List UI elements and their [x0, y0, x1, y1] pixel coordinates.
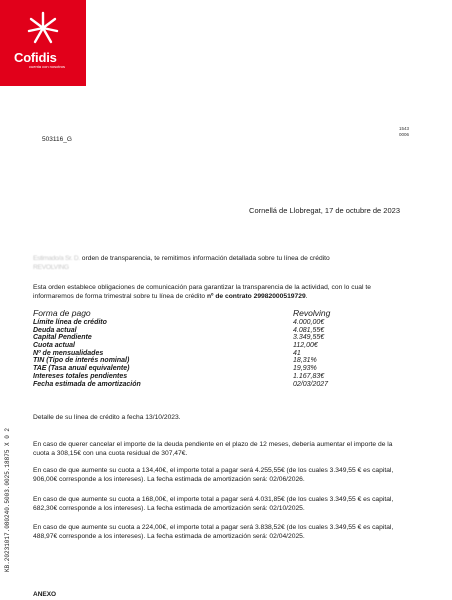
row-label: TAE (Tasa anual equivalente)	[33, 365, 130, 373]
row-value: 19,93%	[293, 365, 317, 373]
table-row	[33, 350, 393, 358]
redacted-product: REVOLVING	[33, 264, 69, 271]
table-header	[33, 308, 393, 319]
table-row	[33, 381, 393, 389]
table-row	[33, 327, 393, 335]
scenario-paragraph: En caso de que aumente su cuota a 168,00€, el importe total a pagar será 4.031,85€ (de los cuales 3.349,55 € es capital, 682,30€ corresponde a los intereses). La fecha estimada de amortización será: 02/10/2025.	[33, 496, 394, 512]
header-value: Revolving	[293, 308, 331, 318]
table-row	[33, 342, 393, 350]
row-label: TIN (Tipo de interés nominal)	[33, 357, 130, 365]
row-value: 4.081,55€	[293, 326, 325, 334]
row-value: 112,00€	[293, 342, 318, 350]
letter-date: Cornellá de Llobregat, 17 de octubre de 2023	[249, 206, 400, 215]
row-label: Deuda actual	[33, 326, 77, 334]
row-label: Fecha estimada de amortización	[33, 380, 141, 388]
row-value: 1.167,83€	[293, 372, 325, 380]
obligations-text: Esta orden establece obligaciones de comunicación para garantizar la transparencia de la actividad, con lo cual te informaremos de forma trimestral sobre tu línea de crédito	[33, 284, 371, 300]
row-label: Capital Pendiente	[33, 334, 92, 342]
intro-text: orden de transparencia, te remitimos información detallada sobre tu línea de crédito	[81, 255, 330, 262]
row-value: 3.349,55€	[293, 334, 325, 342]
brand-tagline: cuenta con nosotros	[29, 64, 66, 69]
obligations-paragraph	[33, 283, 408, 301]
credit-summary-table	[33, 308, 393, 388]
intro-paragraph	[33, 254, 408, 272]
reference-code: 503116_G	[42, 136, 72, 143]
table-row	[33, 319, 393, 327]
row-label: Límite línea de crédito	[33, 319, 107, 326]
table-row	[33, 373, 393, 381]
cofidis-logo	[0, 0, 86, 86]
table-row	[33, 357, 393, 365]
table-row	[33, 334, 393, 342]
scenario-paragraph: En caso de que aumente su cuota a 224,00€, el importe total a pagar será 3.838,52€ (de los cuales 3.349,55 € es capital, 488,97€ corresponde a los intereses). La fecha estimada de amortización será: 02/04/2025.	[33, 524, 394, 540]
row-label: Nº de mensualidades	[33, 349, 104, 357]
code-2: 0006	[398, 132, 409, 137]
document-codes	[399, 126, 409, 138]
contract-number: nº de contrato 29982000519729	[206, 293, 306, 300]
detail-date-paragraph: Detalle de su línea de crédito a fecha 13/10/2023.	[33, 414, 181, 421]
code-1: 1543	[398, 126, 409, 131]
star-burst-icon	[26, 10, 60, 46]
annex-heading: ANEXO	[33, 591, 57, 598]
header-label: Forma de pago	[33, 308, 91, 318]
side-barcode-text: KB.20231017.080240.5003.0025.18875 X 0 2	[4, 427, 11, 572]
row-value: 41	[293, 349, 301, 357]
row-value: 18,31%	[293, 357, 317, 365]
brand-name: Cofidis	[14, 50, 57, 65]
scenario-paragraph: En caso de que aumente su cuota a 134,40€, el importe total a pagar será 4.255,55€ (de los cuales 3.349,55 € es capital, 906,00€ corresponde a los intereses). La fecha estimada de amortización será: 02/06/2026.	[33, 467, 394, 483]
row-label: Cuota actual	[33, 342, 76, 350]
redacted-greeting: Estimado/a Sr. D.	[33, 255, 80, 262]
row-value: 02/03/2027	[293, 380, 329, 388]
table-row	[33, 365, 393, 373]
row-label: Intereses totales pendientes	[33, 372, 128, 380]
row-value: 4.000,00€	[293, 319, 325, 326]
obligations-end: .	[305, 293, 308, 300]
scenario-paragraph: En caso de querer cancelar el importe de la deuda pendiente en el plazo de 12 meses, debería aumentar el importe de la cuota a 308,15€ con una cuota residual de 307,47€.	[33, 441, 393, 457]
